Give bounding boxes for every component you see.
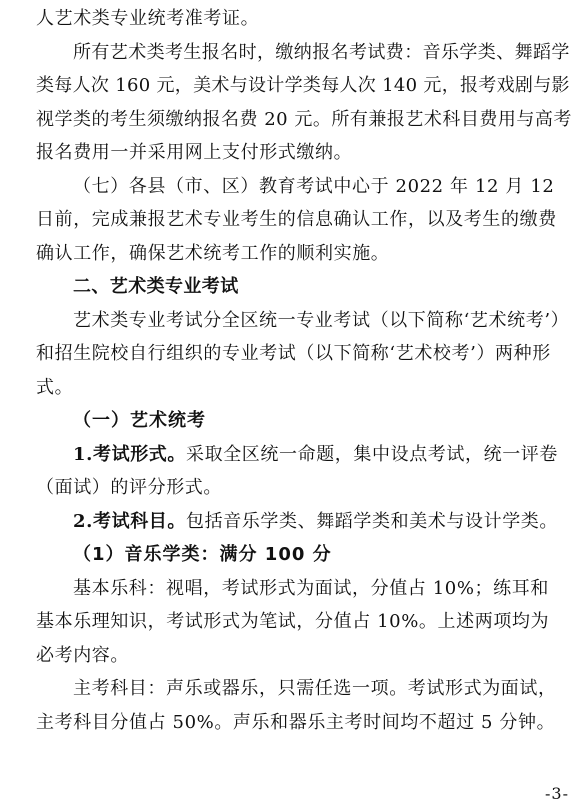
paragraph-line: 日前，完成兼报艺术专业考生的信息确认工作，以及考生的缴费 [36,209,557,230]
paragraph-line: 基本乐理知识，考试形式为笔试，分值占 10%。上述两项均为 [36,611,550,632]
paragraph-line: 报名费用一并采用网上支付形式缴纳。 [36,142,353,163]
paragraph-line [36,438,571,472]
paragraph-line [36,505,571,539]
paragraph-line: 类每人次 160 元，美术与设计学类每人次 140 元，报考戏剧与影 [36,75,570,96]
paragraph-line: （七）各县（市、区）教育考试中心于 2022 年 12 月 12 [73,175,555,197]
page-number: -3- [545,784,569,803]
subsection-heading: （一）艺术统考 [73,410,206,431]
paragraph-line: 确认工作，确保艺术统考工作的顺利实施。 [36,242,390,264]
paragraph-line: （面试）的评分形式。 [36,477,222,498]
paragraph-line: 主考科目：声乐或器乐，只需任选一项。考试形式为面试， [73,678,557,699]
item-text: 采取全区统一命题，集中设点考试，统一评卷 [186,443,558,465]
paragraph-line: 基本乐科：视唱，考试形式为面试，分值占 10%；练耳和 [73,577,549,599]
paragraph-line: 必考内容。 [36,644,129,666]
section-heading: 二、艺术类专业考试 [73,276,239,297]
subsection-heading: （1）音乐学类：满分 100 分 [73,544,332,565]
item-heading: 1.考试形式。 [73,443,186,465]
paragraph-line: 主考科目分值占 50%。声乐和器乐主考时间均不超过 5 分钟。 [36,711,556,733]
paragraph-line: 视学类的考生须缴纳报名费 20 元。所有兼报艺术科目费用与高考 [36,108,572,130]
document-body [36,2,571,739]
paragraph-line: 人艺术类专业统考准考证。 [36,8,260,29]
paragraph-line: 式。 [36,376,74,398]
item-heading: 2.考试科目。 [73,510,186,532]
paragraph-line: 和招生院校自行组织的专业考试（以下简称‘艺术校考’）两种形 [36,343,551,364]
item-text: 包括音乐学类、舞蹈学类和美术与设计学类。 [186,510,558,532]
paragraph-line: 艺术类专业考试分全区统一专业考试（以下简称‘艺术统考’） [73,309,570,331]
paragraph-line: 所有艺术类考生报名时，缴纳报名考试费：音乐学类、舞蹈学 [73,41,570,63]
